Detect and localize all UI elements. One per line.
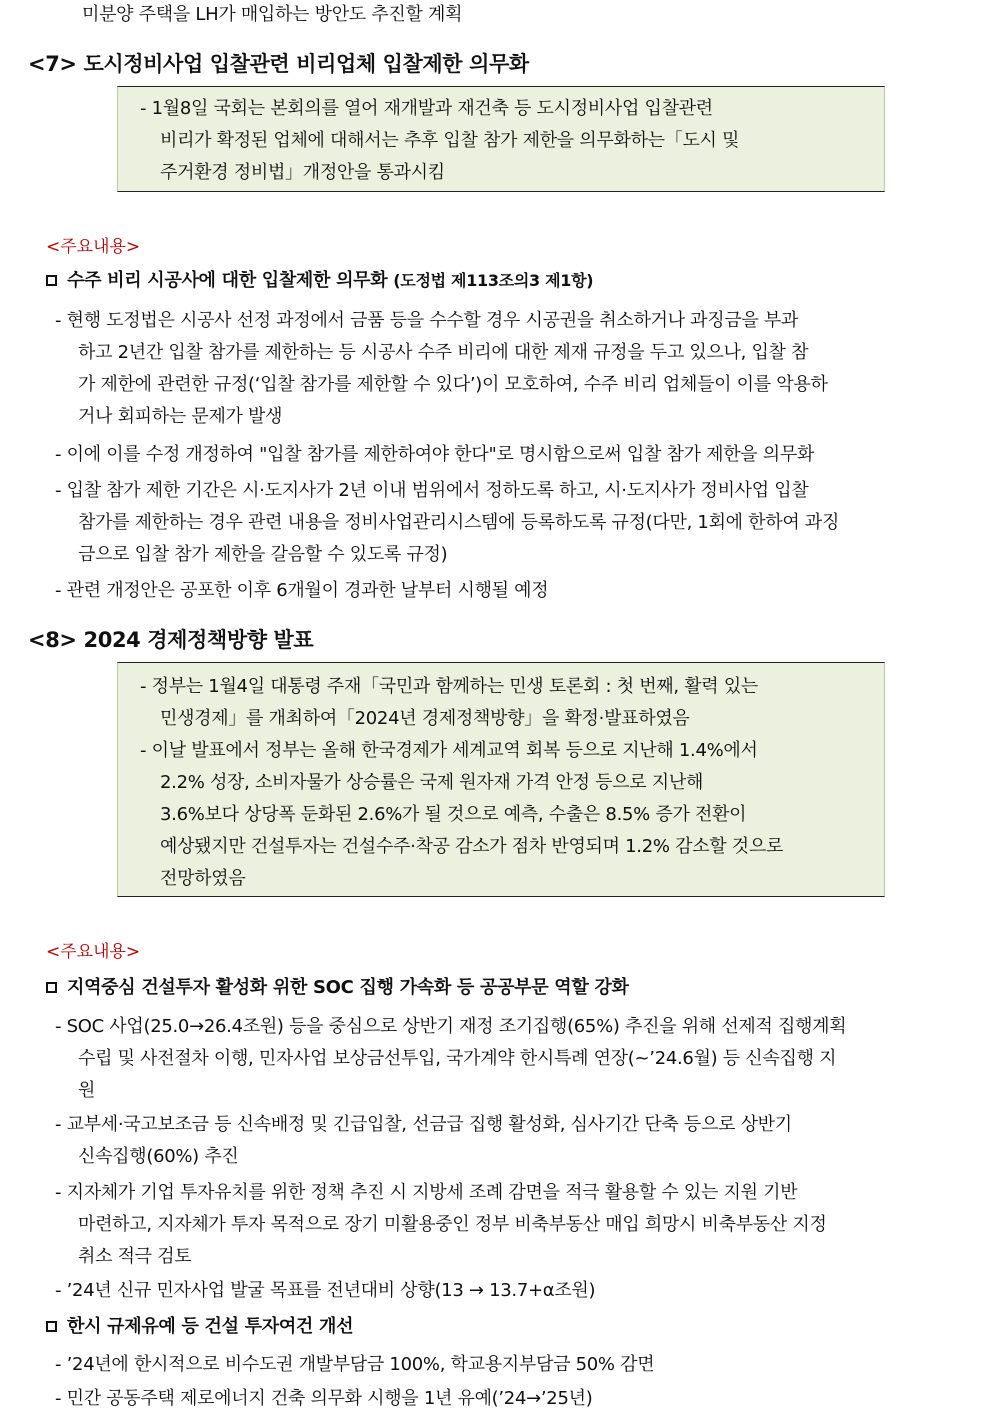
s8-bullet-line: - ’24년 신규 민자사업 발굴 목표를 전년대비 상향(13 → 13.7+α조원) [55, 1280, 596, 1301]
section7-summary-line: 주거환경 정비법」개정안을 통과시킴 [160, 162, 445, 183]
section8-summary-line: 전망하였음 [160, 868, 246, 889]
s8-bullet-line: - SOC 사업(25.0→26.4조원) 등을 중심으로 상반기 재정 조기집행(65%) 추진을 위해 선제적 집행계획 [55, 1016, 847, 1037]
s7-bullet-line: - 관련 개정안은 공포한 이후 6개월이 경과한 날부터 시행될 예정 [55, 580, 549, 601]
section8-subhead2 [46, 1312, 353, 1338]
checkbox-square-icon [46, 275, 57, 286]
s8-bullet-line: 원 [78, 1080, 96, 1101]
section7-subhead-text: 수주 비리 시공사에 대한 입찰제한 의무화 [67, 270, 388, 291]
section7-summary-line: - 1월8일 국회는 본회의를 열어 재개발과 재건축 등 도시정비사업 입찰관련 [140, 98, 713, 119]
section7-title: <7> 도시정비사업 입찰관련 비리업체 입찰제한 의무화 [28, 52, 529, 76]
section7-subhead-note: (도정법 제113조의3 제1항) [393, 271, 594, 290]
section7-subhead [46, 266, 593, 292]
section8-summary-line: - 이날 발표에서 정부는 올해 한국경제가 세계교역 회복 등으로 지난해 1.4%에서 [140, 740, 758, 761]
s7-bullet-line: 거나 회피하는 문제가 발생 [78, 406, 283, 427]
section8-summary-line: 2.2% 성장, 소비자물가 상승률은 국제 원자재 가격 안정 등으로 지난해 [160, 772, 704, 793]
s7-bullet-line: 가 제한에 관련한 규정(‘입찰 참가를 제한할 수 있다’)이 모호하여, 수주 비리 업체들이 이를 악용하 [78, 374, 828, 395]
section8-title: <8> 2024 경제정책방향 발표 [28, 628, 314, 652]
s7-bullet-line: 금으로 입찰 참가 제한을 갈음할 수 있도록 규정) [78, 544, 448, 565]
checkbox-square-icon [46, 1321, 57, 1332]
section8-summary-line: 예상됐지만 건설투자는 건설수주·착공 감소가 점차 반영되며 1.2% 감소할 것으로 [160, 836, 784, 857]
s7-bullet-line: 하고 2년간 입찰 참가를 제한하는 등 시공사 수주 비리에 대한 제재 규정을 두고 있으나, 입찰 참 [78, 342, 809, 363]
s8-bullet-line: - 교부세·국고보조금 등 신속배정 및 긴급입찰, 선금급 집행 활성화, 심사기간 단축 등으로 상반기 [55, 1114, 792, 1135]
s8-bullet-line: 마련하고, 지자체가 투자 목적으로 장기 미활용중인 정부 비축부동산 매입 희망시 비축부동산 지정 [78, 1214, 827, 1235]
section8-summary-line: 민생경제」를 개최하여「2024년 경제정책방향」을 확정·발표하였음 [160, 708, 690, 729]
section7-key-label: <주요내용> [46, 237, 141, 257]
section7-summary-line: 비리가 확정된 업체에 대해서는 추후 입찰 참가 제한을 의무화하는「도시 및 [160, 130, 740, 151]
section8-summary-line: 3.6%보다 상당폭 둔화된 2.6%가 될 것으로 예측, 수출은 8.5% 증가 전환이 [160, 804, 747, 825]
section8-subhead1-text: 지역중심 건설투자 활성화 위한 SOC 집행 가속화 등 공공부문 역할 강화 [67, 977, 629, 998]
intro-line: 미분양 주택을 LH가 매입하는 방안도 추진할 계획 [82, 4, 463, 25]
s8-bullet-line: - 민간 공동주택 제로에너지 건축 의무화 시행을 1년 유예(’24→’25년) [55, 1388, 593, 1409]
section8-summary-line: - 정부는 1월4일 대통령 주재「국민과 함께하는 민생 토론회 : 첫 번째, 활력 있는 [140, 676, 758, 697]
s8-bullet-line: - 지자체가 기업 투자유치를 위한 정책 추진 시 지방세 조례 감면을 적극 활용할 수 있는 지원 기반 [55, 1182, 798, 1203]
s7-bullet-line: 참가를 제한하는 경우 관련 내용을 정비사업관리시스템에 등록하도록 규정(다만, 1회에 한하여 과징 [78, 512, 840, 533]
section8-key-label: <주요내용> [46, 942, 141, 962]
s7-bullet-line: - 이에 이를 수정 개정하여 "입찰 참가를 제한하여야 한다"로 명시함으로써 입찰 참가 제한을 의무화 [55, 444, 815, 465]
checkbox-square-icon [46, 982, 57, 993]
section8-subhead1 [46, 973, 629, 999]
s8-bullet-line: 취소 적극 검토 [78, 1246, 192, 1267]
s7-bullet-line: - 입찰 참가 제한 기간은 시·도지사가 2년 이내 범위에서 정하도록 하고, 시·도지사가 정비사업 입찰 [55, 480, 809, 501]
s8-bullet-line: - ’24년에 한시적으로 비수도권 개발부담금 100%, 학교용지부담금 50% 감면 [55, 1354, 655, 1375]
section8-subhead2-text: 한시 규제유예 등 건설 투자여건 개선 [67, 1316, 354, 1337]
s7-bullet-line: - 현행 도정법은 시공사 선정 과정에서 금품 등을 수수할 경우 시공권을 취소하거나 과징금을 부과 [55, 310, 799, 331]
s8-bullet-line: 신속집행(60%) 추진 [78, 1146, 239, 1167]
s8-bullet-line: 수립 및 사전절차 이행, 민자사업 보상금선투입, 국가계약 한시특례 연장(~’24.6월) 등 신속집행 지 [78, 1048, 837, 1069]
